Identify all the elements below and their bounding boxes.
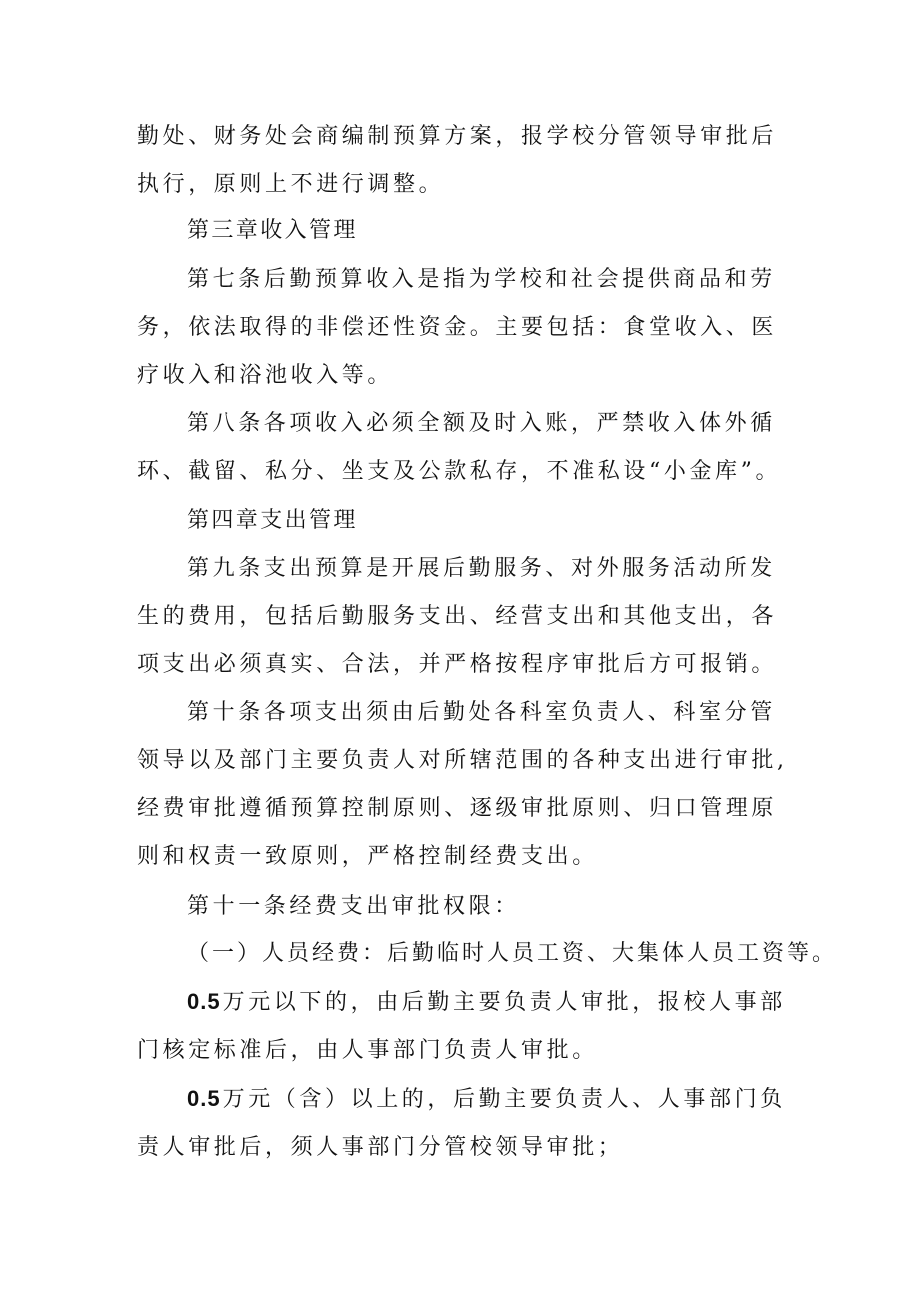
- chapter-heading-expenditure: 第四章支出管理: [187, 508, 358, 533]
- rule-text: 万元以下的，由后勤主要负责人审批，报校人事部门核定标准后，由人事部门负责人审批。: [137, 990, 786, 1063]
- article-11: 第十一条经费支出审批权限：: [187, 894, 520, 919]
- rule-text: 万元（含）以上的，后勤主要负责人、人事部门负责人审批后，须人事部门分管校领导审批；: [137, 1087, 786, 1160]
- rule-above-threshold: [137, 1075, 792, 1172]
- item-1-personnel-expenses: （一）人员经费：后勤临时人员工资、大集体人员工资等。: [187, 941, 838, 966]
- article-7: 第七条后勤预算收入是指为学校和社会提供商品和劳务，依法取得的非偿还性资金。主要包括：食堂收入、医疗收入和浴池收入等。: [137, 267, 778, 388]
- article-10: 第十条各项支出须由后勤处各科室负责人、科室分管领导以及部门主要负责人对所辖范围的各种支出进行审批,经费审批遵循预算控制原则、逐级审批原则、归口管理原则和权责一致原则，严格控制经费支出。: [137, 700, 788, 869]
- article-9: 第九条支出预算是开展后勤服务、对外服务活动所发生的费用，包括后勤服务支出、经营支出和其他支出，各项支出必须真实、合法，并严格按程序审批后方可报销。: [137, 556, 778, 677]
- paragraph-budget-continuation: 勤处、财务处会商编制预算方案，报学校分管领导审批后执行，原则上不进行调整。: [137, 124, 778, 197]
- amount-value: 0.5: [187, 1086, 221, 1111]
- rule-below-threshold: [137, 978, 792, 1075]
- amount-value: 0.5: [187, 989, 221, 1014]
- chapter-heading-income: 第三章收入管理: [187, 218, 358, 243]
- article-8: 第八条各项收入必须全额及时入账，严禁收入体外循环、截留、私分、坐支及公款私存，不准私设“小金库”。: [137, 411, 782, 484]
